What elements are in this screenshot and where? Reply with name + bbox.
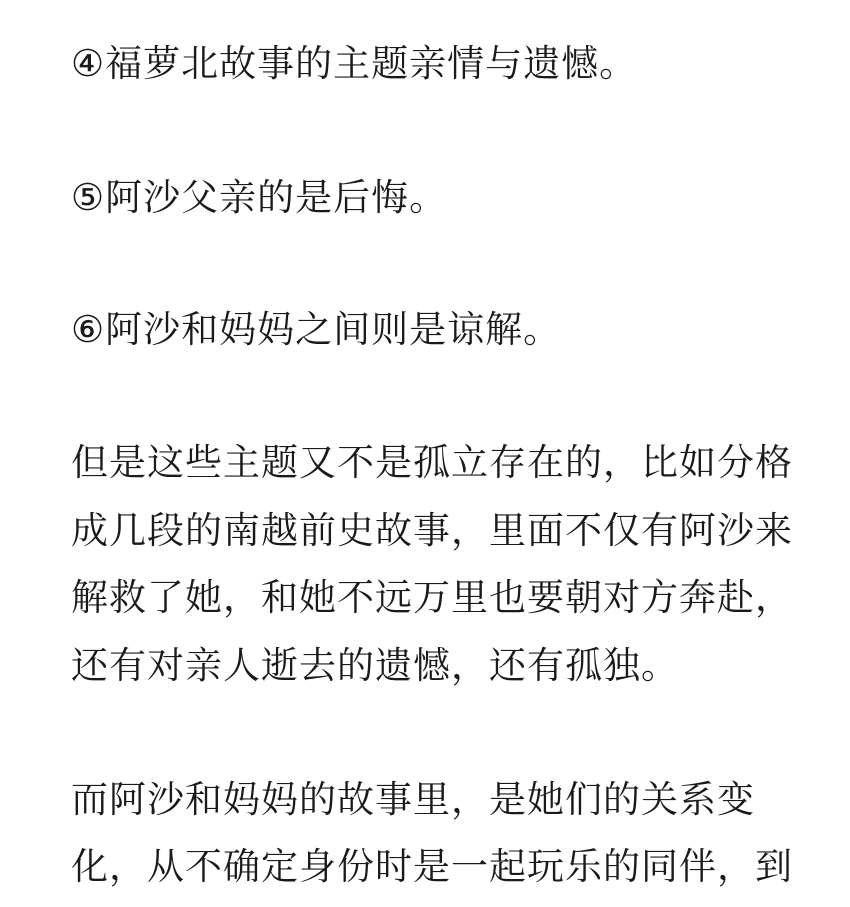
paragraph-1-line-3: 解救了她，和她不远万里也要朝对方奔赴， [71,576,793,619]
item-5-line: ⑤阿沙父亲的是后悔。 [71,176,448,219]
paragraph-1-line-1: 但是这些主题又不是孤立存在的，比如分格 [71,441,793,484]
item-6-line: ⑥阿沙和妈妈之间则是谅解。 [71,308,562,351]
item-4-line: ④福萝北故事的主题亲情与遗憾。 [71,42,638,85]
paragraph-1-line-2: 成几段的南越前史故事，里面不仅有阿沙来 [71,509,793,552]
paragraph-2-line-2: 化，从不确定身份时是一起玩乐的同伴，到 [71,845,793,888]
paragraph-2-line-1: 而阿沙和妈妈的故事里，是她们的关系变 [71,778,755,821]
paragraph-1-line-4: 还有对亲人逝去的遗憾，还有孤独。 [71,644,679,687]
